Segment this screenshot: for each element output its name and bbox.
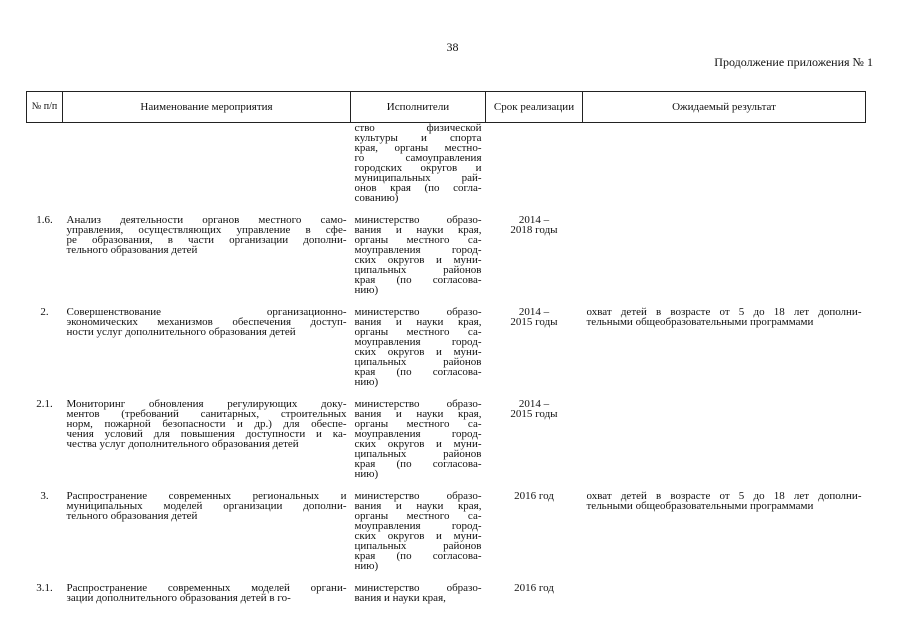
executors-line: вания и науки края, [354,408,482,420]
executors-line: министерство образо- [354,490,482,502]
activity-name-line: муниципальных моделей организации дополни- [66,500,347,512]
activity-name-line: ментов (требований санитарных, строительных [66,408,347,420]
executors-line: моуправления город- [354,428,482,440]
expected-result-line: тельными общеобразовательными программами [586,316,814,328]
activity-name-line: тельного образования детей [66,244,198,256]
activity-name [63,215,351,295]
implementation-term-line: 2016 год [514,490,554,502]
executors-line: нию) [354,560,379,572]
executors-line: края (по согласова- [354,366,482,378]
executors-line: ство физической [354,122,482,134]
activity-name [63,583,351,603]
header-number: № п/п [27,92,63,123]
table-row [27,215,866,295]
page-number: 38 [446,40,459,54]
executors-line: моуправления город- [354,336,482,348]
activity-name [63,123,351,204]
executors-line: городских округов и [354,162,482,174]
executors-line: нию) [354,376,379,388]
table-row [27,123,866,204]
executors [351,123,486,204]
activity-name-line: экономических механизмов обеспечения доступ- [66,316,347,328]
activity-name-line: Мониторинг обновления регулирующих доку- [66,398,347,410]
header-activity-name: Наименование мероприятия [63,92,351,123]
implementation-term-line: 2016 год [514,582,554,594]
executors-line: органы местного са- [354,326,482,338]
activity-name-line: ре образования, в части организации дополни- [66,234,347,246]
table-row [27,583,866,603]
header-term: Срок реализации [486,92,583,123]
executors-line: го самоуправления [354,152,482,164]
executors-line: ципальных районов [354,540,482,552]
activity-name-line: норм, пожарной безопасности и др.) для обеспе- [66,418,347,430]
executors [351,583,486,603]
expected-result [583,399,866,479]
executors-line: вания и науки края, [354,592,446,604]
activity-name-line: Совершенствование организационно- [66,306,347,318]
activity-name-line: чества услуг дополнительного образования детей [66,438,299,450]
activity-name-line: ности услуг дополнительного образования детей [66,326,296,338]
implementation-term [486,491,583,571]
implementation-term-line: 2018 годы [510,224,558,236]
executors-line: ципальных районов [354,264,482,276]
executors-line: онов края (по согла- [354,182,482,194]
executors [351,399,486,479]
activities-table [26,91,866,603]
expected-result-line: тельными общеобразовательными программами [586,500,814,512]
executors-line: ципальных районов [354,448,482,460]
executors-line: края (по согласова- [354,550,482,562]
executors-line: министерство образо- [354,582,482,594]
expected-result [583,491,866,571]
header-executors: Исполнители [351,92,486,123]
row-number: 1.6. [36,214,53,226]
executors-line: муниципальных рай- [354,172,482,184]
implementation-term-line: 2015 годы [510,316,558,328]
table-row [27,399,866,479]
row-number: 3. [40,490,49,502]
expected-result-line: охват детей в возрасте от 5 до 18 лет дополни- [586,306,862,318]
implementation-term [486,399,583,479]
implementation-term-line: 2015 годы [510,408,558,420]
expected-result [583,215,866,295]
activity-name-line: Анализ деятельности органов местного само- [66,214,347,226]
activity-name [63,491,351,571]
implementation-term-line: 2014 – [518,214,550,226]
executors-line: ских округов и муни- [354,254,482,266]
table-header-row [27,92,866,123]
table-body [27,123,866,604]
implementation-term-line: 2014 – [518,306,550,318]
executors-line: края (по согласова- [354,458,482,470]
executors-line: вания и науки края, [354,224,482,236]
table-row [27,307,866,387]
executors-line: ских округов и муни- [354,438,482,450]
implementation-term [486,123,583,204]
executors-line: ских округов и муни- [354,346,482,358]
continuation-caption: Продолжение приложения № 1 [714,55,873,69]
activity-name-line: Распространение современных региональных и [66,490,347,502]
executors-line: органы местного са- [354,510,482,522]
implementation-term-line: 2014 – [518,398,550,410]
expected-result [583,307,866,387]
row-number [27,123,63,204]
executors-line: вания и науки края, [354,316,482,328]
executors-line: сованию) [354,192,399,204]
executors [351,215,486,295]
executors-line: края (по согласова- [354,274,482,286]
executors-line: ципальных районов [354,356,482,368]
executors-line: нию) [354,468,379,480]
implementation-term [486,583,583,603]
executors-line: министерство образо- [354,398,482,410]
executors-line: нию) [354,284,379,296]
expected-result [583,123,866,204]
executors [351,491,486,571]
executors-line: моуправления город- [354,520,482,532]
activity-name-line: зации дополнительного образования детей в го- [66,592,291,604]
expected-result [583,583,866,603]
row-number: 2.1. [36,398,53,410]
executors-line: органы местного са- [354,418,482,430]
expected-result-line: охват детей в возрасте от 5 до 18 лет дополни- [586,490,862,502]
implementation-term [486,215,583,295]
executors-line: ских округов и муни- [354,530,482,542]
activity-name-line: управления, осуществляющих управление в сфе- [66,224,347,236]
activity-name [63,399,351,479]
executors-line: министерство образо- [354,306,482,318]
executors-line: вания и науки края, [354,500,482,512]
table-row [27,491,866,571]
executors-line: края, органы местно- [354,142,482,154]
activity-name-line: чения условий для повышения доступности и ка- [66,428,347,440]
executors-line: культуры и спорта [354,132,482,144]
activity-name [63,307,351,387]
row-number: 2. [40,306,49,318]
implementation-term [486,307,583,387]
executors-line: органы местного са- [354,234,482,246]
activity-name-line: Распространение современных моделей органи- [66,582,347,594]
header-expected-result: Ожидаемый результат [583,92,866,123]
row-number: 3.1. [36,582,53,594]
executors [351,307,486,387]
executors-line: моуправления город- [354,244,482,256]
activity-name-line: тельного образования детей [66,510,198,522]
executors-line: министерство образо- [354,214,482,226]
